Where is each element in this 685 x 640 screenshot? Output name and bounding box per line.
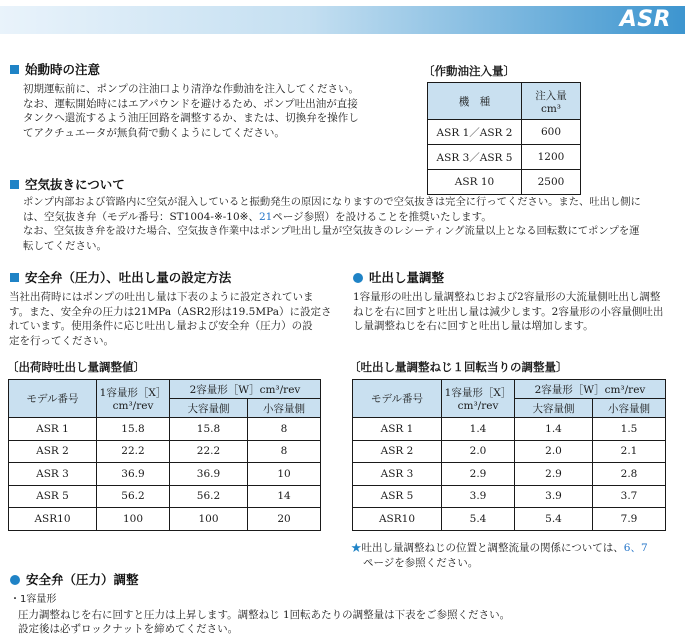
startup-heading bbox=[10, 60, 100, 78]
per-turn-header-double: 2容量形［W］cm³/rev bbox=[515, 380, 666, 399]
text-line: てアクチュエータが無負荷で動くようにしてください。 bbox=[23, 126, 285, 139]
per-turn-header-single bbox=[442, 380, 515, 418]
text-line: 転してください。 bbox=[23, 239, 107, 252]
sub-heading: ・1容量形 bbox=[10, 594, 57, 605]
text-line: タンクへ還流するよう油圧回路を調整するか、または、切換弁を操作し bbox=[23, 112, 359, 124]
header-line: 1容量形［X］ bbox=[99, 387, 167, 399]
per-turn-header-small: 小容量側 bbox=[593, 399, 666, 418]
square-bullet-icon bbox=[10, 65, 19, 74]
relief-setting-heading bbox=[10, 268, 231, 286]
cell-small: 8 bbox=[248, 440, 321, 463]
circle-bullet-icon bbox=[353, 273, 363, 283]
text-line: 1容量形の吐出し量調整ねじおよび2容量形の大流量側吐出し調整 bbox=[353, 291, 661, 303]
cell-single: 15.8 bbox=[97, 418, 170, 441]
cell-large: 56.2 bbox=[170, 485, 248, 508]
cell-single: 36.9 bbox=[97, 463, 170, 486]
text-line: 当社出荷時にはポンプの吐出し量は下表のように設定されていま bbox=[9, 291, 314, 303]
text-line: なお、運転開始時にはエアパウンドを避けるため、ポンプ吐出油が直接 bbox=[23, 97, 358, 110]
per-turn-header-model: モデル番号 bbox=[353, 380, 442, 418]
cell-model: ASR 1 bbox=[9, 418, 97, 441]
text-line bbox=[23, 210, 678, 225]
shipping-header-large: 大容量側 bbox=[170, 399, 248, 418]
cell-model: ASR10 bbox=[353, 508, 442, 531]
oil-fill-header-model: 機 種 bbox=[428, 83, 522, 120]
per-turn-header-large: 大容量側 bbox=[515, 399, 593, 418]
discharge-adjust-heading bbox=[353, 268, 444, 286]
cell-single: 1.4 bbox=[442, 418, 515, 441]
text-line: ねじを右に回すと吐出し量は減少します。2容量形の小容量側吐出 bbox=[353, 305, 664, 318]
header-line: 注入量 bbox=[535, 89, 567, 102]
text-line: す。また、安全弁の圧力は21MPa（ASR2形は19.5MPa）に設定さ bbox=[9, 305, 332, 318]
text-line bbox=[351, 541, 648, 556]
shipping-header-small: 小容量側 bbox=[248, 399, 321, 418]
square-bullet-icon bbox=[10, 273, 19, 282]
cell-model: ASR 5 bbox=[9, 485, 97, 508]
text-line: ポンプ内部および管路内に空気が混入していると振動発生の原因になりますので空気抜きは完全に行ってください。また、吐出し側に bbox=[23, 196, 641, 208]
shipping-header-double: 2容量形［W］cm³/rev bbox=[170, 380, 321, 399]
cell-single: 22.2 bbox=[97, 440, 170, 463]
text-span: は、空気抜き弁（モデル番号：ST1004-※-10※、 bbox=[23, 210, 259, 223]
header-unit: cm³/rev bbox=[457, 400, 499, 412]
cell-small: 14 bbox=[248, 485, 321, 508]
square-bullet-icon bbox=[10, 180, 19, 189]
cell-model: ASR 2 bbox=[9, 440, 97, 463]
cell-amount: 1200 bbox=[522, 145, 581, 170]
air-bleed-title: 空気抜きについて bbox=[25, 177, 125, 192]
air-bleed-heading bbox=[10, 175, 125, 193]
cell-amount: 2500 bbox=[522, 170, 581, 195]
text-line: れています。使用条件に応じ吐出し量および安全弁（圧力）の設 bbox=[9, 320, 313, 332]
cell-small: 2.1 bbox=[593, 440, 666, 463]
cell-small: 8 bbox=[248, 418, 321, 441]
per-turn-table-caption: 〔吐出し量調整ねじ１回転当りの調整量〕 bbox=[349, 360, 568, 374]
discharge-adjust-body bbox=[353, 290, 663, 334]
cell-model: ASR 1 bbox=[353, 418, 442, 441]
header-unit: cm³ bbox=[540, 102, 562, 115]
cell-large: 5.4 bbox=[515, 508, 593, 531]
text-line: 設定後は必ずロックナットを締めてください。 bbox=[18, 623, 239, 635]
cell-single: 56.2 bbox=[97, 485, 170, 508]
per-turn-table bbox=[352, 379, 666, 531]
air-bleed-body bbox=[23, 195, 678, 253]
startup-title: 始動時の注意 bbox=[25, 62, 101, 77]
cell-single: 2.9 bbox=[442, 463, 515, 486]
relief-adjust-body bbox=[10, 593, 510, 637]
cell-single: 2.0 bbox=[442, 440, 515, 463]
cell-single: 100 bbox=[97, 508, 170, 531]
cell-model: ASR 1／ASR 2 bbox=[428, 120, 522, 145]
text-span: ページ参照）を設けることを推奨いたします。 bbox=[272, 210, 492, 223]
cell-small: 3.7 bbox=[593, 485, 666, 508]
cell-small: 20 bbox=[248, 508, 321, 531]
cell-model: ASR 2 bbox=[353, 440, 442, 463]
cell-small: 10 bbox=[248, 463, 321, 486]
page-link[interactable]: 21 bbox=[258, 210, 273, 223]
star-icon: ★ bbox=[351, 542, 362, 554]
relief-adjust-heading bbox=[10, 570, 139, 588]
cell-large: 15.8 bbox=[170, 418, 248, 441]
cell-large: 2.0 bbox=[515, 440, 593, 463]
text-line: し量調整ねじを右に回すと吐出し量は増加します。 bbox=[353, 320, 594, 332]
circle-bullet-icon bbox=[10, 575, 20, 585]
discharge-adjust-title: 吐出し量調整 bbox=[369, 270, 445, 285]
oil-fill-header-amount bbox=[522, 83, 581, 120]
relief-adjust-title: 安全弁（圧力）調整 bbox=[26, 572, 139, 587]
cell-large: 100 bbox=[170, 508, 248, 531]
cell-single: 3.9 bbox=[442, 485, 515, 508]
cell-model: ASR 3 bbox=[353, 463, 442, 486]
cell-small: 7.9 bbox=[593, 508, 666, 531]
startup-body bbox=[23, 82, 359, 140]
cell-model: ASR 3／ASR 5 bbox=[428, 145, 522, 170]
shipping-table bbox=[8, 379, 321, 531]
page-link[interactable]: 6、7 bbox=[623, 542, 648, 554]
header-banner bbox=[0, 6, 685, 34]
relief-setting-title: 安全弁（圧力）、吐出し量の設定方法 bbox=[25, 270, 232, 285]
shipping-header-single bbox=[97, 380, 170, 418]
cell-small: 1.5 bbox=[593, 418, 666, 441]
text-line: ページを参照ください。 bbox=[363, 556, 479, 569]
text-line: 定を行ってください。 bbox=[9, 334, 114, 347]
cell-model: ASR 3 bbox=[9, 463, 97, 486]
shipping-header-model: モデル番号 bbox=[9, 380, 97, 418]
cell-large: 2.9 bbox=[515, 463, 593, 486]
cell-large: 3.9 bbox=[515, 485, 593, 508]
text-line: 圧力調整ねじを右に回すと圧力は上昇します。調整ねじ 1回転あたりの調整量は下表をご参照ください。 bbox=[18, 608, 511, 621]
per-turn-note bbox=[351, 541, 648, 570]
cell-model: ASR10 bbox=[9, 508, 97, 531]
text-span: 吐出し量調整ねじの位置と調整流量の関係については、 bbox=[361, 542, 624, 554]
cell-large: 22.2 bbox=[170, 440, 248, 463]
cell-amount: 600 bbox=[522, 120, 581, 145]
brand-logo: ASR bbox=[619, 7, 671, 32]
cell-large: 36.9 bbox=[170, 463, 248, 486]
text-line: 初期運転前に、ポンプの注油口より清浄な作動油を注入してください。 bbox=[23, 83, 359, 95]
header-unit: cm³/rev bbox=[112, 400, 154, 412]
relief-setting-body bbox=[9, 290, 331, 348]
shipping-table-caption: 〔出荷時吐出し量調整値〕 bbox=[7, 360, 145, 374]
cell-model: ASR 10 bbox=[428, 170, 522, 195]
cell-small: 2.8 bbox=[593, 463, 666, 486]
cell-single: 5.4 bbox=[442, 508, 515, 531]
cell-large: 1.4 bbox=[515, 418, 593, 441]
header-line: 1容量形［X］ bbox=[444, 387, 512, 399]
cell-model: ASR 5 bbox=[353, 485, 442, 508]
oil-fill-table bbox=[427, 82, 581, 195]
oil-fill-caption: 〔作動油注入量〕 bbox=[423, 64, 515, 78]
text-line: なお、空気抜き弁を設けた場合、空気抜き作業中はポンプ吐出し量が空気抜きのレシーティング流量以上となる回転数にてポンプを運 bbox=[23, 225, 640, 237]
